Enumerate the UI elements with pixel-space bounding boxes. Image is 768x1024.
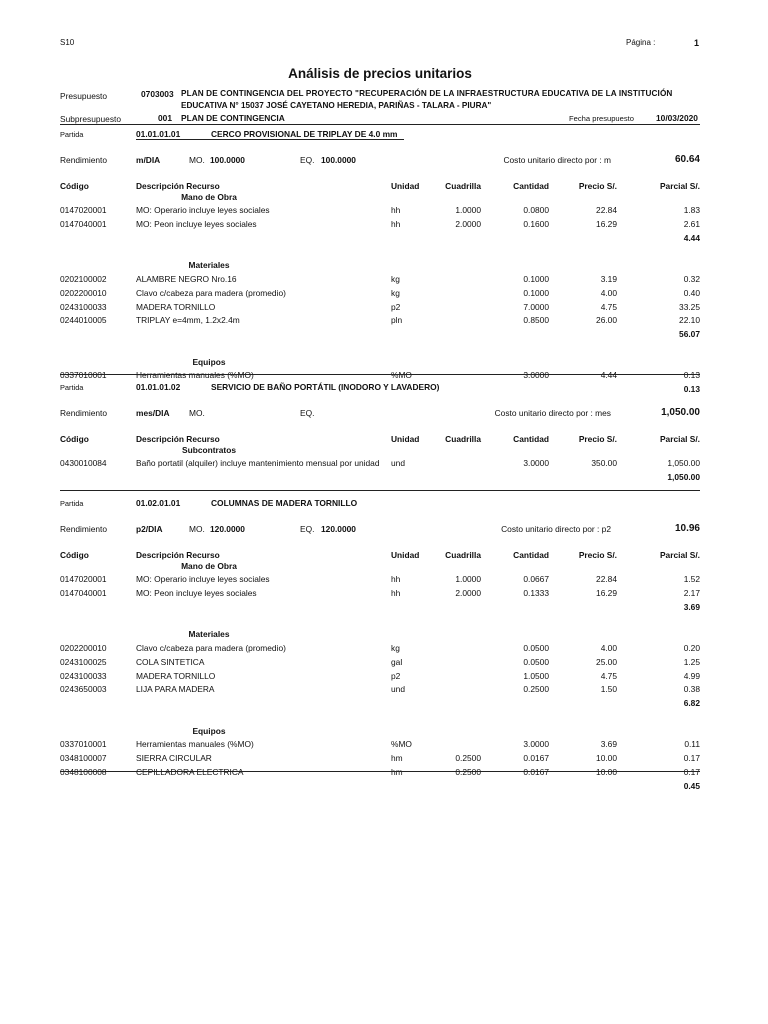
- row-unidad: und: [391, 684, 405, 695]
- row-precio: 25.00: [596, 656, 617, 667]
- col-header-parcial: Parcial S/.: [659, 434, 700, 444]
- row-cantidad: 0.1333: [523, 588, 549, 599]
- col-header-unidad: Unidad: [391, 550, 420, 560]
- row-parcial: 0.20: [683, 643, 700, 653]
- row-parcial: 0.13: [683, 370, 700, 381]
- row-cuadrilla: 2.0000: [455, 219, 481, 230]
- col-header-descripcion: Descripción Recurso: [136, 181, 220, 191]
- row-codigo: 0147020001: [60, 205, 107, 216]
- col-header-unidad: Unidad: [391, 181, 420, 191]
- row-descripcion: SIERRA CIRCULAR: [136, 753, 212, 764]
- row-parcial: 1,050.00: [667, 458, 700, 469]
- row-descripcion: MO: Operario incluye leyes sociales: [136, 574, 270, 585]
- row-precio: 10.00: [596, 766, 617, 777]
- row-cantidad: 7.0000: [523, 301, 549, 312]
- row-codigo: 0244010005: [60, 315, 107, 326]
- row-cuadrilla: 1.0000: [455, 205, 481, 216]
- rendimiento-unit: m/DIA: [136, 155, 161, 165]
- row-parcial: 22.10: [679, 315, 700, 326]
- presupuesto-line1: PLAN DE CONTINGENCIA DEL PROYECTO "RECUPERACIÓN DE LA INFRAESTRUCTURA EDUCATIVA DE LA INSTITUCIÓN: [181, 89, 673, 98]
- mo-label: MO.: [189, 408, 205, 418]
- col-header-cuadrilla: Cuadrilla: [445, 434, 481, 444]
- rendimiento-label: Rendimiento: [60, 155, 108, 165]
- row-codigo: 0147020001: [60, 574, 107, 585]
- row-codigo: 0202200010: [60, 287, 107, 298]
- row-cantidad: 0.1600: [523, 219, 549, 230]
- row-cantidad: 0.1000: [523, 287, 549, 298]
- row-descripcion: CEPILLADORA ELECTRICA: [136, 766, 244, 777]
- row-codigo: 0243650003: [60, 684, 107, 695]
- row-precio: 16.29: [596, 219, 617, 230]
- col-header-codigo: Código: [60, 181, 89, 191]
- row-precio: 10.00: [596, 753, 617, 764]
- partida-underline: [136, 139, 404, 140]
- row-codigo: 0202200010: [60, 643, 107, 653]
- row-parcial: 0.32: [683, 274, 700, 284]
- row-codigo: 0430010084: [60, 458, 107, 469]
- col-header-unidad: Unidad: [391, 434, 420, 444]
- row-cantidad: 3.0000: [523, 739, 549, 750]
- group-title: Equipos: [192, 725, 226, 736]
- row-cantidad: 0.2500: [523, 684, 549, 695]
- partida-label: Partida: [60, 129, 84, 139]
- costo-unitario-value: 1,050.00: [661, 407, 700, 418]
- col-header-parcial: Parcial S/.: [659, 181, 700, 191]
- row-parcial: 1.52: [683, 574, 700, 585]
- row-cantidad: 0.0667: [523, 574, 549, 585]
- row-unidad: hh: [391, 219, 401, 230]
- partida-name: CERCO PROVISIONAL DE TRIPLAY DE 4.0 mm: [211, 129, 398, 139]
- group-title: Mano de Obra: [181, 191, 237, 202]
- mo-value: 100.0000: [210, 155, 245, 165]
- costo-unitario-value: 60.64: [674, 154, 700, 165]
- row-codigo: 0202100002: [60, 274, 107, 284]
- partida-label: Partida: [60, 382, 84, 392]
- row-unidad: %MO: [391, 370, 412, 381]
- group-title: Subcontratos: [182, 444, 236, 455]
- row-cantidad: 0.0500: [523, 656, 549, 667]
- presupuesto-line2: EDUCATIVA N° 15037 JOSÉ CAYETANO HEREDIA, PARIÑAS - TALARA - PIURA": [181, 101, 492, 110]
- col-header-precio: Precio S/.: [578, 434, 617, 444]
- partida-code: 01.02.01.01: [136, 498, 181, 508]
- group-subtotal: 56.07: [679, 329, 700, 340]
- row-precio: 4.00: [600, 643, 617, 653]
- row-parcial: 0.38: [683, 684, 700, 695]
- row-unidad: kg: [391, 287, 400, 298]
- partida-end-divider: [60, 374, 700, 375]
- row-precio: 16.29: [596, 588, 617, 599]
- row-descripcion: Baño portatil (alquiler) incluye mantenimiento mensual por unidad: [136, 458, 380, 469]
- row-unidad: hh: [391, 205, 401, 216]
- subpresupuesto-label: Subpresupuesto: [60, 114, 121, 124]
- partida-name: SERVICIO DE BAÑO PORTÁTIL (INODORO Y LAVADERO): [211, 382, 440, 392]
- row-cantidad: 0.0167: [523, 753, 549, 764]
- row-precio: 3.69: [600, 739, 617, 750]
- row-cuadrilla: 0.2500: [455, 753, 481, 764]
- eq-value: 120.0000: [321, 524, 356, 534]
- row-parcial: 33.25: [679, 301, 700, 312]
- row-precio: 4.75: [600, 670, 617, 681]
- row-descripcion: Clavo c/cabeza para madera (promedio): [136, 643, 286, 653]
- row-codigo: 0243100033: [60, 301, 107, 312]
- rendimiento-unit: p2/DIA: [136, 524, 163, 534]
- row-cantidad: 0.0800: [523, 205, 549, 216]
- group-subtotal: 4.44: [683, 232, 700, 243]
- col-header-descripcion: Descripción Recurso: [136, 550, 220, 560]
- mo-label: MO.: [189, 524, 205, 534]
- costo-unitario-label: Costo unitario directo por : m: [503, 155, 611, 165]
- partida-end-divider: [60, 771, 700, 772]
- eq-label: EQ.: [300, 155, 315, 165]
- row-unidad: p2: [391, 301, 401, 312]
- row-parcial: 0.17: [683, 766, 700, 777]
- group-title: Materiales: [188, 260, 230, 271]
- row-precio: 4.75: [600, 301, 617, 312]
- row-unidad: hh: [391, 574, 401, 585]
- group-subtotal: 0.13: [683, 384, 700, 395]
- row-descripcion: MADERA TORNILLO: [136, 670, 216, 681]
- eq-label: EQ.: [300, 408, 315, 418]
- row-unidad: pln: [391, 315, 403, 326]
- col-header-cuadrilla: Cuadrilla: [445, 550, 481, 560]
- row-parcial: 0.11: [684, 739, 700, 750]
- page-label: Página :: [626, 38, 656, 47]
- partida-label: Partida: [60, 498, 84, 508]
- row-codigo: 0147040001: [60, 219, 107, 230]
- col-header-codigo: Código: [60, 550, 89, 560]
- col-header-cantidad: Cantidad: [513, 181, 549, 191]
- eq-value: 100.0000: [321, 155, 356, 165]
- row-cuadrilla: 1.0000: [455, 574, 481, 585]
- row-precio: 1.50: [600, 684, 617, 695]
- row-precio: 350.00: [591, 458, 617, 469]
- row-cantidad: 1.0500: [523, 670, 549, 681]
- row-codigo: 0348100008: [60, 766, 107, 777]
- row-unidad: kg: [391, 274, 400, 284]
- subpresupuesto-code: 001: [158, 113, 172, 123]
- row-parcial: 0.40: [683, 287, 700, 298]
- row-descripcion: Herramientas manuales (%MO): [136, 370, 254, 381]
- row-descripcion: ALAMBRE NEGRO Nro.16: [136, 274, 237, 284]
- row-descripcion: LIJA PARA MADERA: [136, 684, 215, 695]
- row-cantidad: 0.8500: [523, 315, 549, 326]
- row-descripcion: MO: Operario incluye leyes sociales: [136, 205, 270, 216]
- row-descripcion: MADERA TORNILLO: [136, 301, 216, 312]
- row-codigo: 0337010001: [60, 739, 107, 750]
- row-cantidad: 3.0000: [523, 370, 549, 381]
- rendimiento-label: Rendimiento: [60, 408, 108, 418]
- header-divider: [60, 124, 700, 125]
- presupuesto-label: Presupuesto: [60, 91, 108, 101]
- row-cantidad: 0.0500: [523, 643, 549, 653]
- row-parcial: 4.99: [683, 670, 700, 681]
- costo-unitario-label: Costo unitario directo por : mes: [494, 408, 611, 418]
- row-unidad: und: [391, 458, 405, 469]
- row-codigo: 0337010001: [60, 370, 107, 381]
- row-unidad: hh: [391, 588, 401, 599]
- row-cuadrilla: 0.2500: [455, 766, 481, 777]
- group-subtotal: 3.69: [683, 601, 700, 612]
- row-parcial: 2.17: [683, 588, 700, 599]
- rendimiento-unit: mes/DIA: [136, 408, 170, 418]
- row-descripcion: COLA SINTETICA: [136, 656, 205, 667]
- col-header-precio: Precio S/.: [578, 181, 617, 191]
- report-code: S10: [60, 38, 75, 47]
- group-subtotal: 0.45: [683, 780, 700, 791]
- row-unidad: kg: [391, 643, 400, 653]
- row-cantidad: 3.0000: [523, 458, 549, 469]
- partida-code: 01.01.01.01: [136, 129, 181, 139]
- group-subtotal: 6.82: [683, 698, 700, 709]
- row-parcial: 0.17: [683, 753, 700, 764]
- col-header-precio: Precio S/.: [578, 550, 617, 560]
- group-title: Equipos: [192, 356, 226, 367]
- row-codigo: 0147040001: [60, 588, 107, 599]
- row-codigo: 0243100025: [60, 656, 107, 667]
- row-cantidad: 0.1000: [523, 274, 549, 284]
- row-descripcion: Clavo c/cabeza para madera (promedio): [136, 287, 286, 298]
- col-header-parcial: Parcial S/.: [659, 550, 700, 560]
- row-descripcion: Herramientas manuales (%MO): [136, 739, 254, 750]
- row-unidad: %MO: [391, 739, 412, 750]
- row-precio: 4.44: [600, 370, 617, 381]
- row-descripcion: MO: Peon incluye leyes sociales: [136, 219, 257, 230]
- row-precio: 4.00: [600, 287, 617, 298]
- row-parcial: 1.25: [683, 656, 700, 667]
- row-parcial: 2.61: [683, 219, 700, 230]
- row-unidad: p2: [391, 670, 401, 681]
- partida-name: COLUMNAS DE MADERA TORNILLO: [211, 498, 358, 508]
- row-descripcion: TRIPLAY e=4mm, 1.2x2.4m: [136, 315, 240, 326]
- row-precio: 26.00: [596, 315, 617, 326]
- partida-code: 01.01.01.02: [136, 382, 181, 392]
- eq-label: EQ.: [300, 524, 315, 534]
- col-header-cantidad: Cantidad: [513, 550, 549, 560]
- group-subtotal: 1,050.00: [667, 472, 700, 483]
- row-codigo: 0348100007: [60, 753, 107, 764]
- partida-end-divider: [60, 490, 700, 491]
- subpresupuesto-name: PLAN DE CONTINGENCIA: [181, 113, 285, 123]
- row-precio: 22.84: [596, 574, 617, 585]
- costo-unitario-label: Costo unitario directo por : p2: [501, 524, 611, 534]
- row-cantidad: 0.0167: [523, 766, 549, 777]
- row-unidad: gal: [391, 656, 403, 667]
- costo-unitario-value: 10.96: [674, 523, 700, 534]
- page-number: 1: [694, 38, 700, 48]
- row-parcial: 1.83: [683, 205, 700, 216]
- page-title: Análisis de precios unitarios: [288, 66, 472, 81]
- col-header-codigo: Código: [60, 434, 89, 444]
- group-title: Materiales: [188, 629, 230, 640]
- rendimiento-label: Rendimiento: [60, 524, 108, 534]
- fecha-label: Fecha presupuesto: [569, 114, 635, 123]
- row-unidad: hm: [391, 766, 403, 777]
- fecha-value: 10/03/2020: [656, 113, 698, 123]
- group-title: Mano de Obra: [181, 560, 237, 571]
- row-codigo: 0243100033: [60, 670, 107, 681]
- mo-value: 120.0000: [210, 524, 245, 534]
- col-header-cuadrilla: Cuadrilla: [445, 181, 481, 191]
- presupuesto-code: 0703003: [141, 89, 174, 99]
- row-descripcion: MO: Peon incluye leyes sociales: [136, 588, 257, 599]
- mo-label: MO.: [189, 155, 205, 165]
- col-header-cantidad: Cantidad: [513, 434, 549, 444]
- row-precio: 22.84: [596, 205, 617, 216]
- row-unidad: hm: [391, 753, 403, 764]
- row-cuadrilla: 2.0000: [455, 588, 481, 599]
- col-header-descripcion: Descripción Recurso: [136, 434, 220, 444]
- row-precio: 3.19: [600, 274, 617, 284]
